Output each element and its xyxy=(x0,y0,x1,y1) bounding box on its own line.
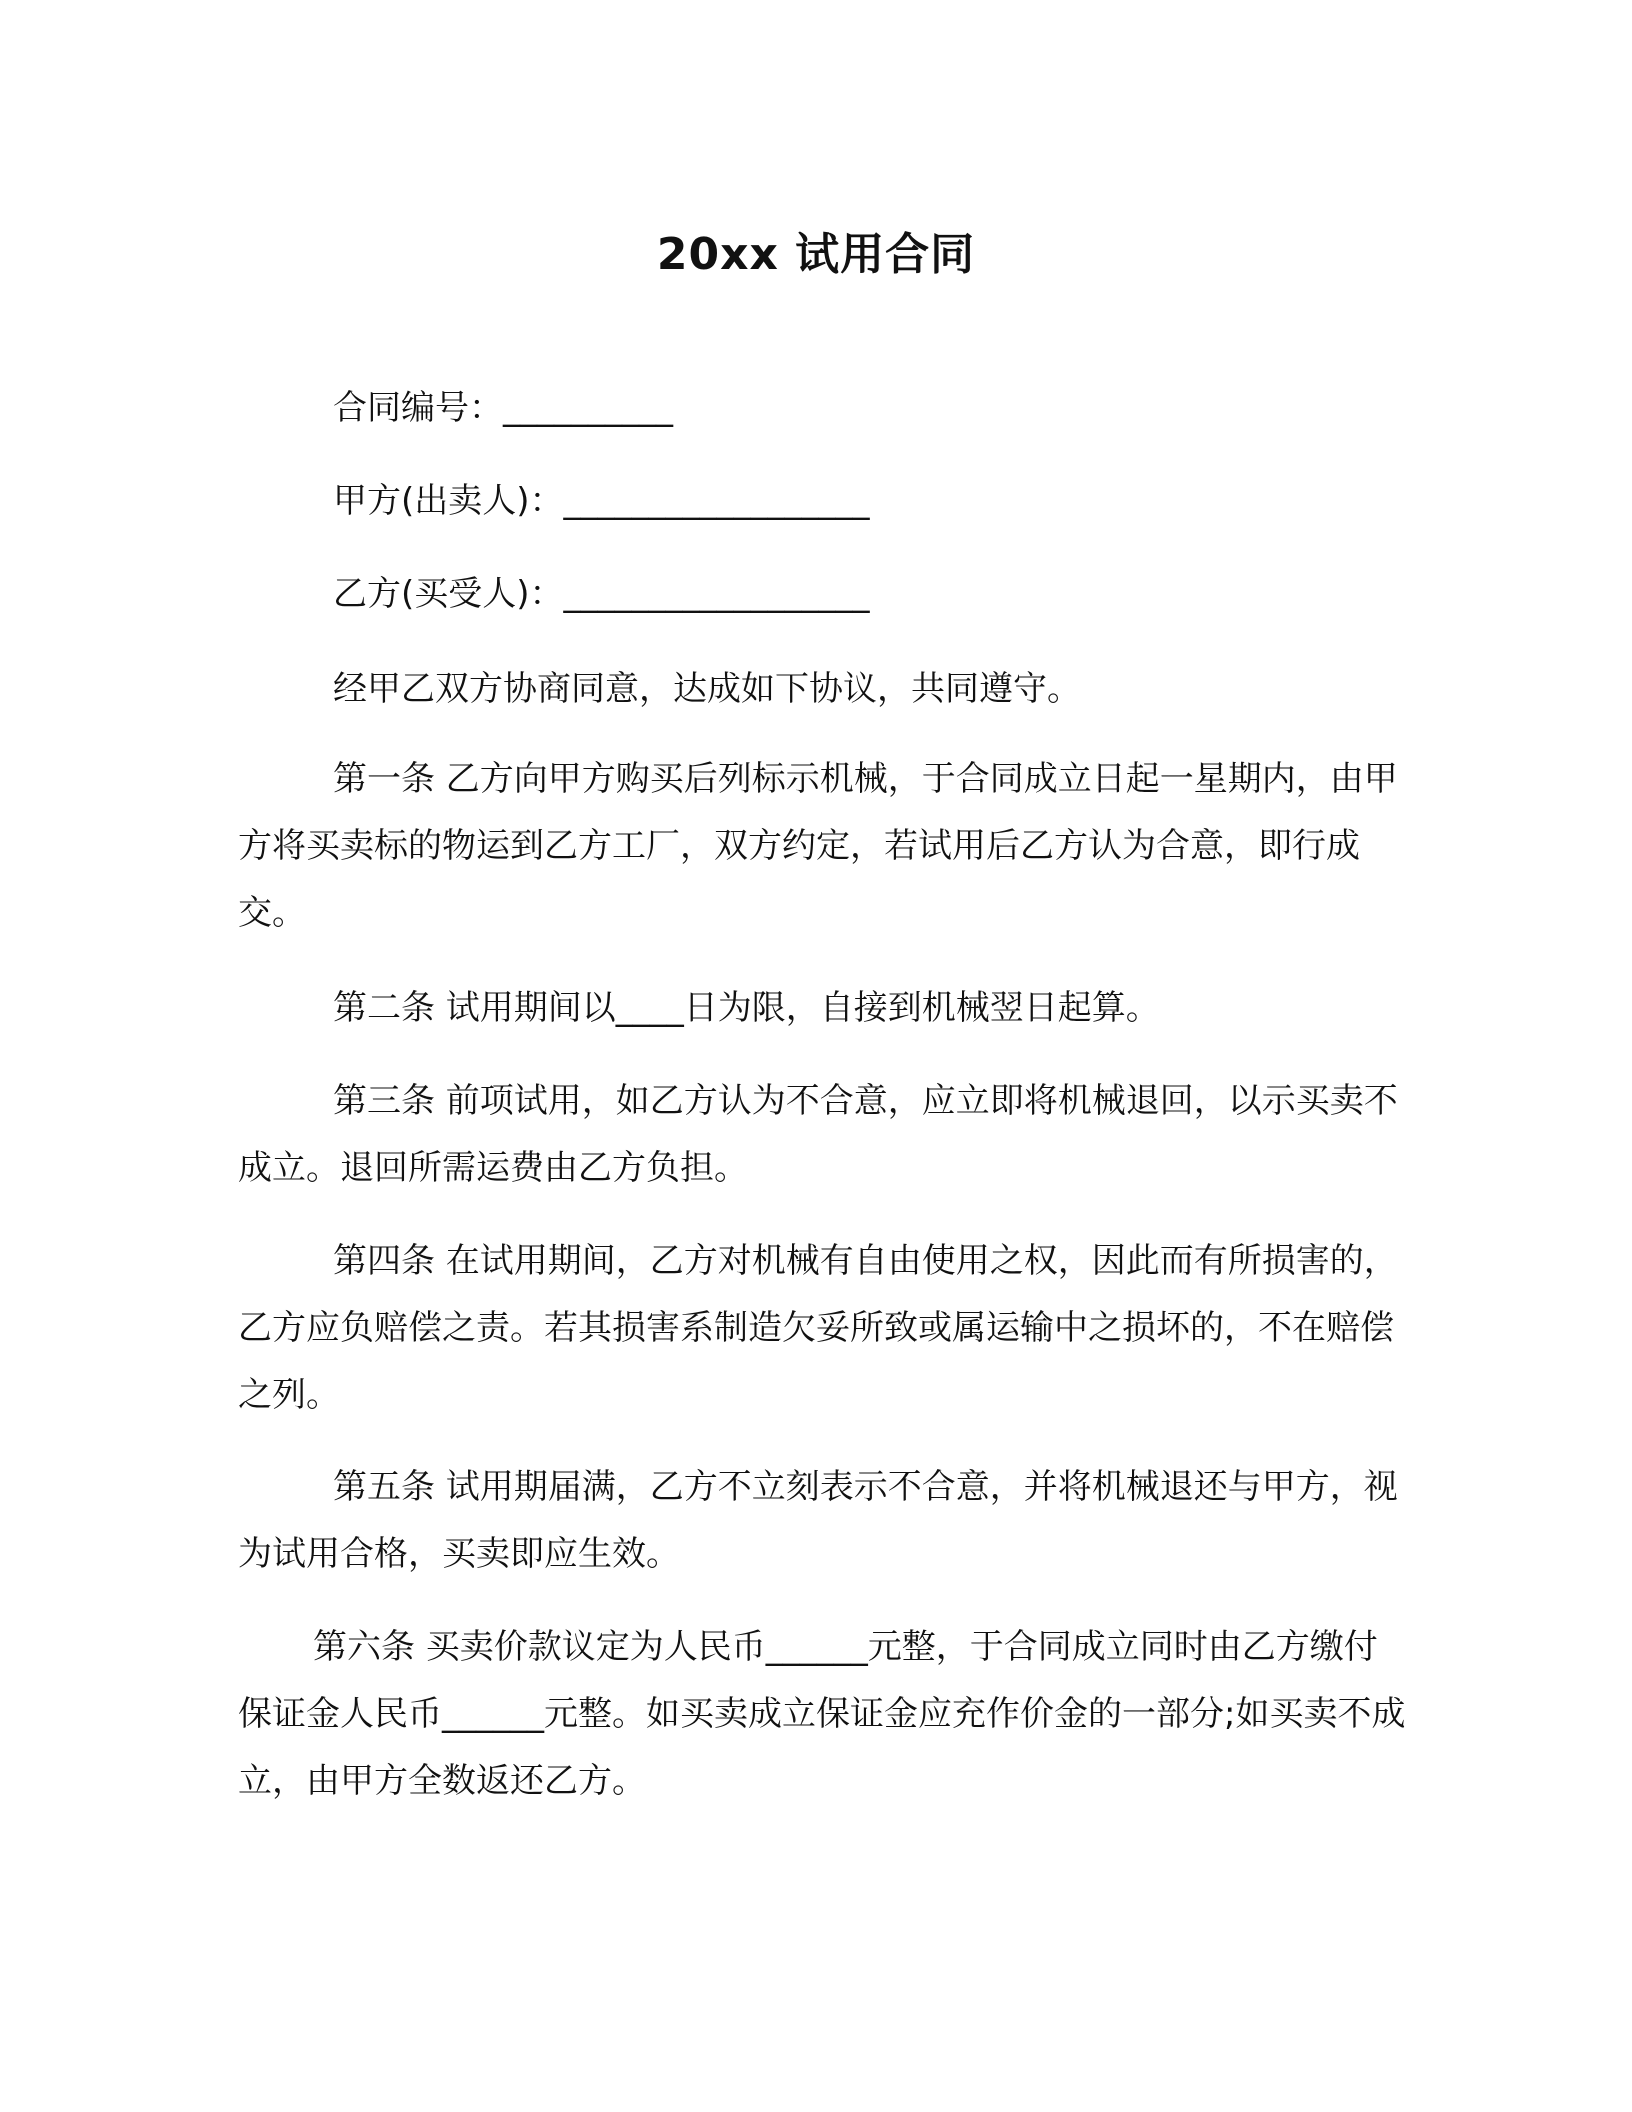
article-4: 第四条 在试用期间，乙方对机械有自由使用之权，因此而有所损害的，乙方应负赔偿之责。若其损害系制造欠妥所致或属运输中之损坏的，不在赔偿之列。 xyxy=(238,1241,1398,1415)
article-6: 第六条 买卖价款议定为人民币______元整，于合同成立同时由乙方缴付保证金人民币______元整。如买卖成立保证金应充作价金的一部分;如买卖不成立，由甲方全数返还乙方。 xyxy=(238,1627,1406,1801)
intro-paragraph: 经甲乙双方协商同意，达成如下协议，共同遵守。 xyxy=(333,669,1081,709)
contract-number-field: 合同编号：__________ xyxy=(333,388,673,428)
article-2: 第二条 试用期间以____日为限，自接到机械翌日起算。 xyxy=(333,988,1160,1028)
party-a-field: 甲方(出卖人)：__________________ xyxy=(333,481,870,521)
article-1: 第一条 乙方向甲方购买后列标示机械，于合同成立日起一星期内，由甲方将买卖标的物运到乙方工厂，双方约定，若试用后乙方认为合意，即行成交。 xyxy=(238,759,1398,933)
party-b-field: 乙方(买受人)：__________________ xyxy=(333,574,870,614)
article-3: 第三条 前项试用，如乙方认为不合意，应立即将机械退回，以示买卖不成立。退回所需运费由乙方负担。 xyxy=(238,1081,1398,1188)
article-5: 第五条 试用期届满，乙方不立刻表示不合意，并将机械退还与甲方，视为试用合格，买卖即应生效。 xyxy=(238,1467,1398,1574)
document-title: 20xx 试用合同 xyxy=(656,229,976,280)
